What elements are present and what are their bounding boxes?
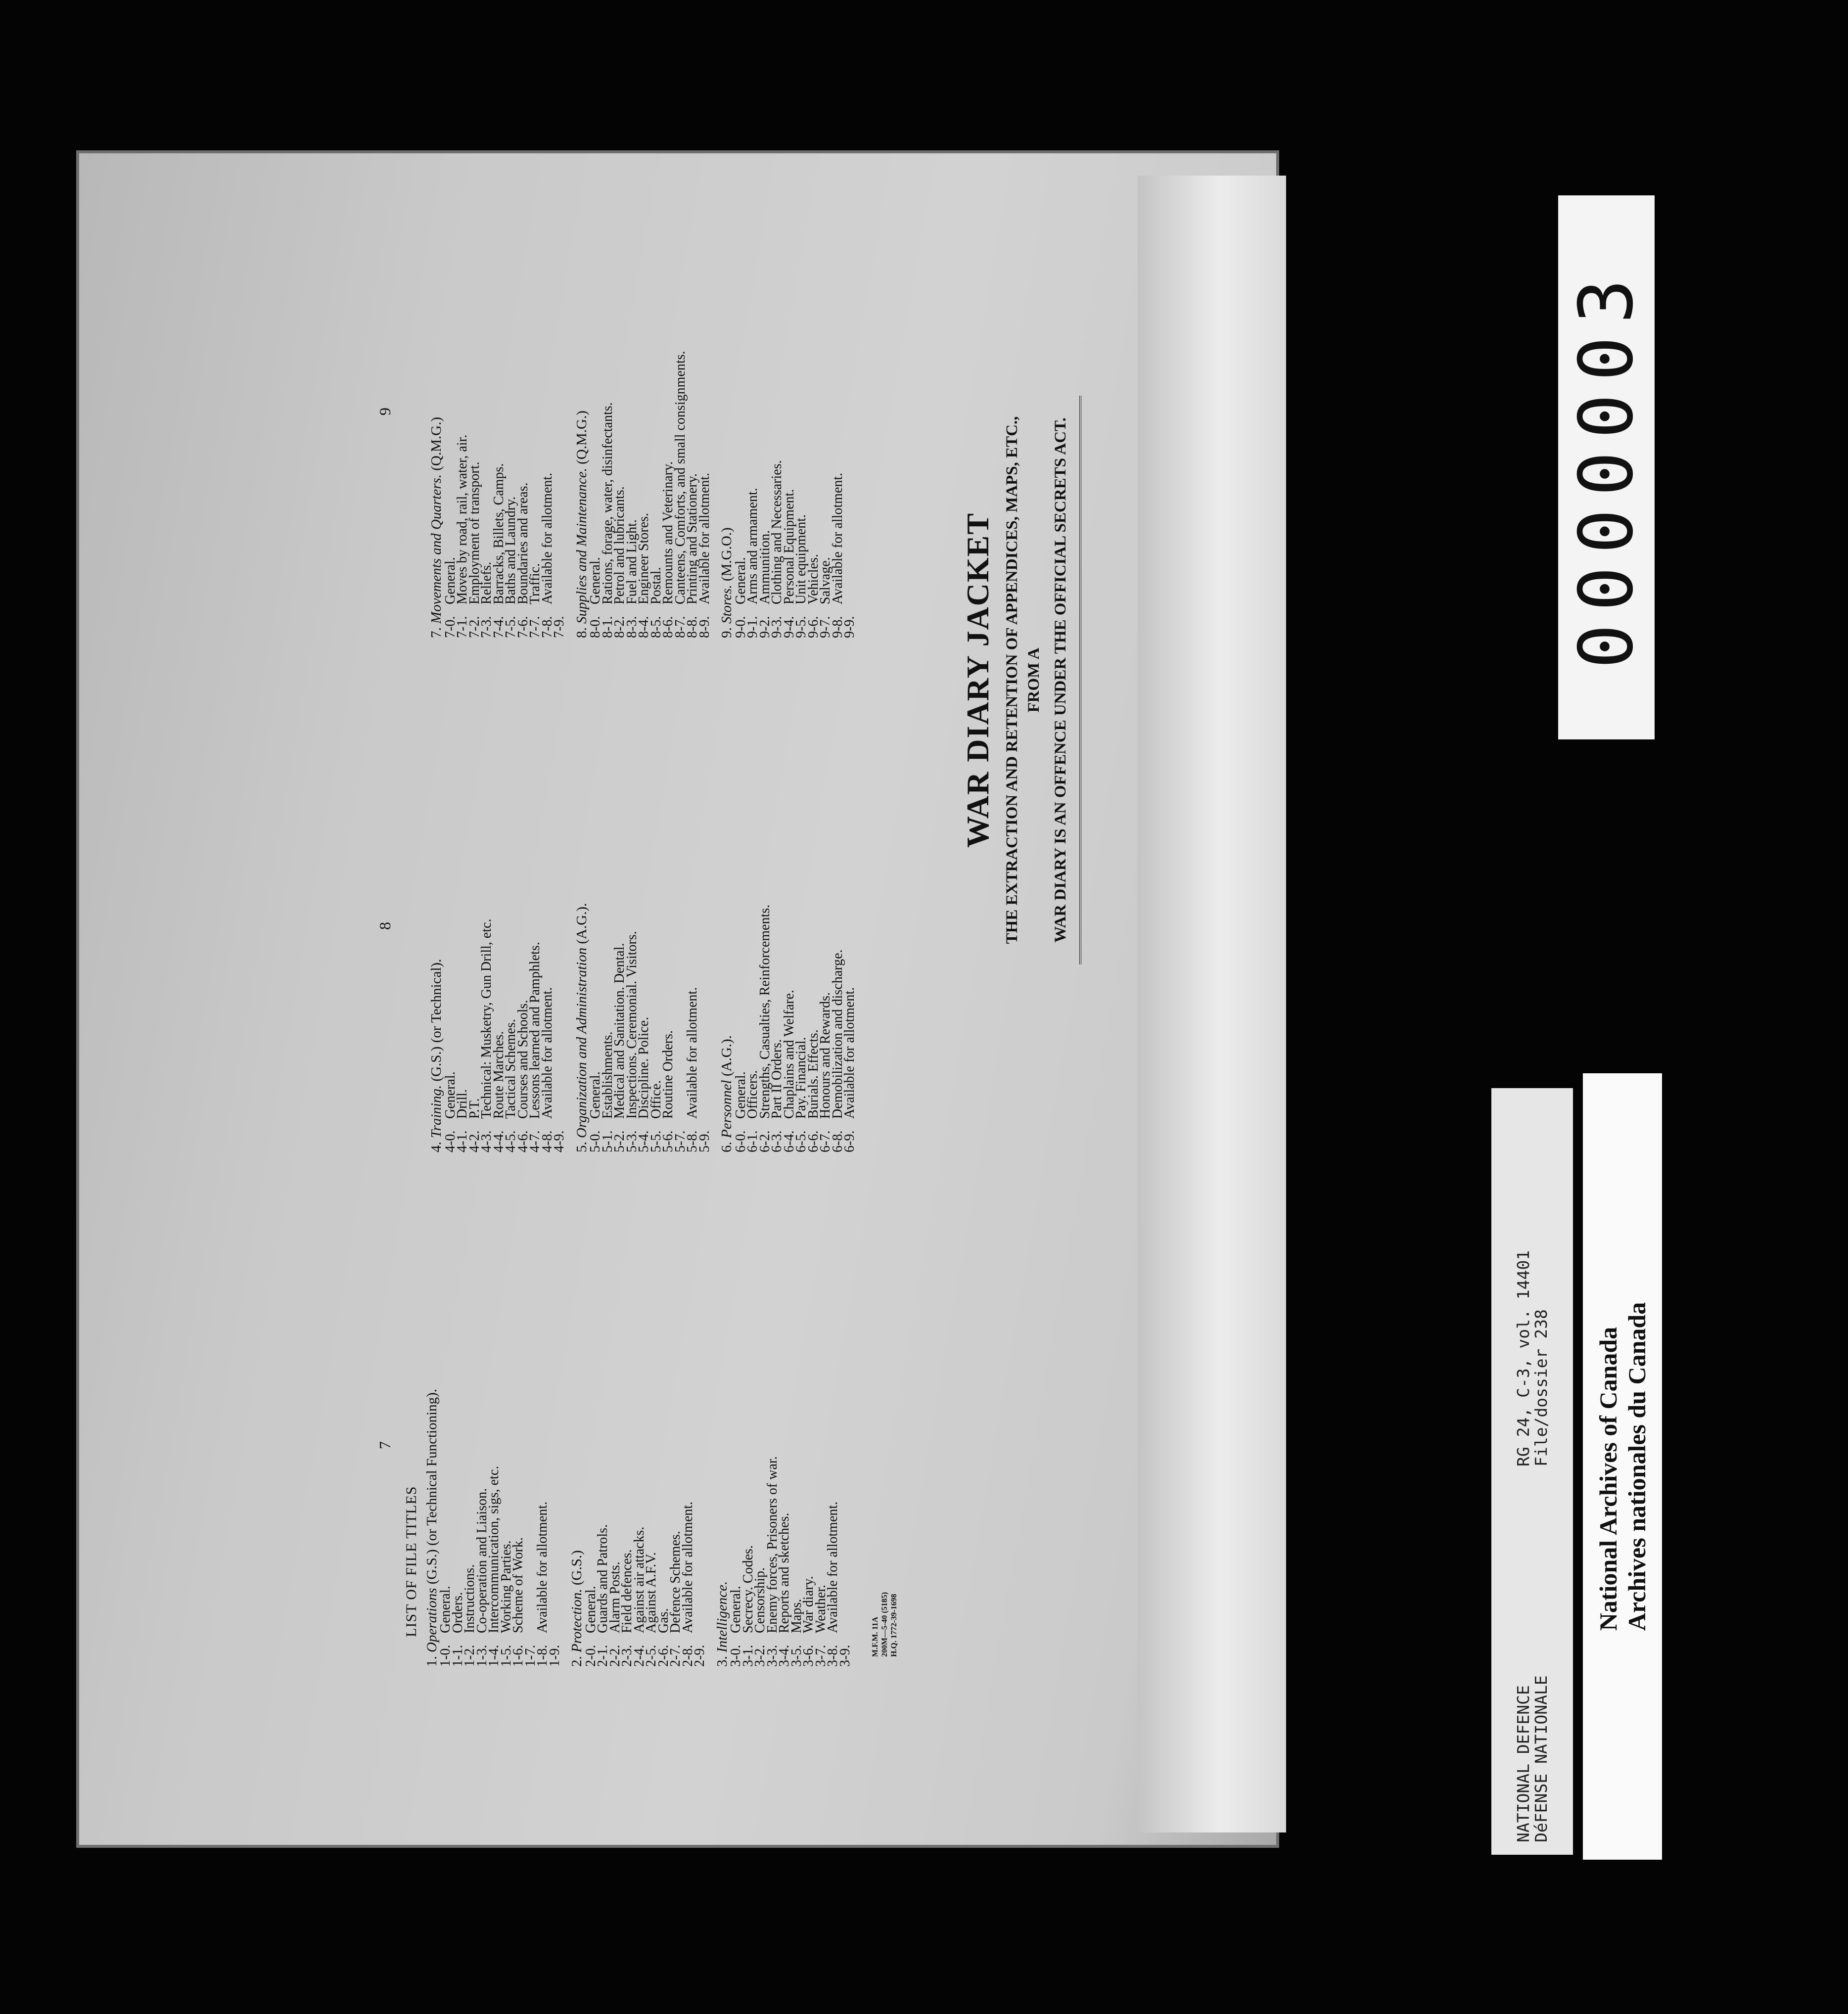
- item-code: 9-2.: [757, 616, 773, 638]
- item-text: Available for allotment.: [685, 987, 700, 1119]
- item-text: Available for allotment.: [539, 987, 555, 1119]
- item-text: Orders.: [450, 1592, 465, 1633]
- item-code: 8-1.: [600, 616, 615, 638]
- section-number: 2.: [569, 1656, 585, 1667]
- form-ref-line-1: M.F.M. 11A: [871, 1616, 879, 1657]
- page-number-8: 8: [376, 922, 394, 930]
- item-code: 1-8.: [535, 1645, 550, 1667]
- item-text: P.T.: [466, 1098, 482, 1119]
- item-code: 8-3.: [624, 616, 640, 638]
- column-2: [430, 678, 866, 1152]
- item-text: Arms and armament.: [745, 488, 760, 604]
- item-text: Available for allotment.: [825, 1501, 840, 1633]
- item-text: Against A.F.V.: [644, 1552, 659, 1633]
- section-6: [721, 678, 856, 1152]
- item-code: 1-0.: [438, 1645, 453, 1667]
- item-code: 5-8.: [685, 1130, 700, 1152]
- item-code: 2-4.: [631, 1645, 647, 1667]
- item-code: 2-8.: [680, 1645, 695, 1667]
- section-7: [430, 163, 566, 638]
- item-code: 4-4.: [491, 1130, 507, 1152]
- item-text: Against air attacks.: [631, 1526, 647, 1633]
- file-title-item: [457, 678, 469, 1152]
- section-number: 4.: [428, 1142, 444, 1152]
- item-text: Honours and Rewards.: [818, 992, 833, 1119]
- item-text: Personal Equipment.: [781, 489, 797, 604]
- item-text: Ammunition.: [757, 530, 773, 604]
- item-text: Fuel and Light.: [624, 519, 640, 604]
- item-code: 2-0.: [583, 1645, 599, 1667]
- item-text: Chaplains and Welfare.: [781, 990, 797, 1119]
- item-text: Weather.: [813, 1584, 829, 1633]
- item-text: War diary.: [801, 1576, 816, 1633]
- item-code: 4-3.: [479, 1130, 494, 1152]
- section-suffix: (Q.M.G.): [428, 416, 444, 471]
- item-code: 7-9.: [552, 616, 567, 638]
- national-defence-en: NATIONAL DEFENCE: [1513, 1685, 1533, 1842]
- item-code: 1-2.: [462, 1645, 477, 1667]
- page-number-9: 9: [376, 408, 394, 415]
- section-suffix: (G.S.): [569, 1550, 585, 1586]
- item-text: Enemy forces, Prisoners of war.: [764, 1456, 780, 1633]
- archives-en: National Archives of Canada: [1594, 1327, 1622, 1631]
- section-name: Stores.: [719, 585, 735, 624]
- item-text: Employment of transport.: [466, 461, 482, 604]
- item-code: 5-1.: [600, 1130, 615, 1152]
- section-title: [423, 1192, 440, 1667]
- item-text: Available for allotment.: [842, 987, 857, 1119]
- item-code: 2-3.: [619, 1645, 635, 1667]
- file-title-item: [832, 163, 844, 638]
- column-1: [403, 1192, 861, 1667]
- item-text: Officers.: [745, 1070, 760, 1119]
- item-text: Reports and sketches.: [777, 1512, 792, 1633]
- item-code: 5-3.: [624, 1130, 640, 1152]
- file-title-item: [687, 678, 699, 1152]
- section-name: Operations: [423, 1588, 440, 1652]
- section-number: 1.: [423, 1656, 440, 1667]
- item-code: 2-2.: [607, 1645, 623, 1667]
- section-suffix: (A.G.).: [719, 1035, 735, 1077]
- item-code: 5-6.: [660, 1130, 676, 1152]
- item-code: 6-8.: [830, 1130, 845, 1152]
- item-text: General.: [588, 1071, 603, 1119]
- item-code: 5-4.: [636, 1130, 651, 1152]
- item-text: Engineer Stores.: [636, 512, 651, 604]
- section-number: 6.: [719, 1142, 735, 1152]
- item-code: 9-0.: [733, 616, 748, 638]
- item-text: Tactical Schemes.: [503, 1019, 518, 1119]
- file-title-item: [696, 678, 712, 1152]
- item-text: General.: [728, 1586, 743, 1633]
- section-title: [430, 163, 443, 638]
- national-defence-label: [1491, 1088, 1573, 1855]
- item-code: 2-9.: [692, 1645, 707, 1667]
- column-3: [430, 163, 866, 638]
- file-title-item: [662, 678, 675, 1152]
- item-code: 6-3.: [769, 1130, 785, 1152]
- item-code: 4-6.: [515, 1130, 531, 1152]
- item-code: 6-4.: [781, 1130, 797, 1152]
- file-title-item: [696, 163, 712, 638]
- item-code: 7-2.: [466, 616, 482, 638]
- section-4: [430, 678, 566, 1152]
- file-reference: File/dossier 238: [1531, 1309, 1551, 1466]
- section-title: [721, 163, 733, 638]
- file-title-item: [694, 1192, 706, 1667]
- section-3: [716, 1192, 852, 1667]
- item-code: 9-5.: [793, 616, 809, 638]
- item-text: Defence Schemes.: [668, 1531, 683, 1633]
- item-code: 7-0.: [442, 616, 458, 638]
- item-text: Censorship.: [752, 1567, 768, 1633]
- item-code: 3-5.: [788, 1645, 804, 1667]
- frame-number: 0000003: [1563, 266, 1650, 669]
- item-text: Burials. Effects.: [805, 1029, 821, 1119]
- section-name: Protection.: [569, 1589, 585, 1652]
- item-code: 8-5.: [648, 616, 664, 638]
- item-code: 7-4.: [491, 616, 507, 638]
- item-text: Rations, forage, water, disinfectants.: [600, 402, 615, 604]
- item-code: 2-5.: [644, 1645, 659, 1667]
- section-number: 5.: [573, 1142, 590, 1152]
- item-code: 2-7.: [668, 1645, 683, 1667]
- item-code: 1-4.: [486, 1645, 502, 1667]
- section-name: Personnel: [719, 1080, 735, 1138]
- item-text: General.: [583, 1586, 599, 1633]
- section-suffix: (G.S.) (or Technical Functioning).: [423, 1388, 440, 1585]
- item-text: General.: [442, 557, 458, 604]
- file-title-item: [512, 1192, 525, 1667]
- file-title-item: [827, 1192, 839, 1667]
- file-title-item: [537, 1192, 549, 1667]
- item-text: Reliefs.: [479, 561, 494, 604]
- item-text: Available for allotment.: [539, 472, 555, 604]
- item-code: 4-8.: [539, 1130, 555, 1152]
- national-defence-fr: DéFENSE NATIONALE: [1531, 1675, 1551, 1842]
- item-text: Canteens, Comforts, and small consignments.: [672, 351, 688, 604]
- item-text: Co-operation and Liaison.: [474, 1488, 490, 1633]
- section-name: Supplies and Maintenance.: [573, 468, 590, 624]
- frame-number-label: [1558, 195, 1655, 739]
- item-text: Courses and Schools.: [515, 1000, 531, 1119]
- warning-line-2: WAR DIARY IS AN OFFENCE UNDER THE OFFICIAL SECRETS ACT.: [1052, 417, 1069, 943]
- form-ref-line-3: H.Q. 1772-39-1698: [890, 1594, 898, 1657]
- item-code: 7-6.: [515, 616, 531, 638]
- item-code: 9-3.: [769, 616, 785, 638]
- item-code: 3-8.: [825, 1645, 840, 1667]
- item-code: 3-3.: [764, 1645, 780, 1667]
- page-number-7: 7: [376, 1441, 394, 1449]
- item-code: 3-2.: [752, 1645, 768, 1667]
- item-text: General.: [588, 557, 603, 604]
- item-code: 5-9.: [696, 1130, 712, 1152]
- section-suffix: (Q.M.G.): [573, 411, 590, 464]
- item-text: Guards and Patrols.: [595, 1524, 610, 1633]
- item-text: Printing and Stationery.: [685, 473, 700, 604]
- file-title-item: [539, 678, 555, 1152]
- item-text: Inspections. Ceremonial. Visitors.: [624, 931, 640, 1119]
- item-text: Remounts and Veterinary.: [660, 461, 676, 604]
- item-text: Scheme of Work.: [510, 1537, 526, 1633]
- section-name: Training.: [428, 1085, 444, 1138]
- section-8: [573, 163, 712, 638]
- item-text: Barracks, Billets, Camps.: [491, 463, 507, 604]
- item-code: 1-3.: [474, 1645, 490, 1667]
- section-1: [423, 1192, 562, 1667]
- national-archives-label: [1583, 1073, 1662, 1860]
- item-text: Technical: Musketry, Gun Drill, etc.: [479, 918, 494, 1119]
- item-text: General.: [733, 1071, 748, 1119]
- item-code: 6-9.: [842, 1130, 857, 1152]
- section-name: Organization and Administration: [573, 947, 590, 1138]
- item-text: Demobilization and discharge.: [830, 949, 845, 1119]
- item-code: 9-4.: [781, 616, 797, 638]
- item-code: 3-4.: [777, 1645, 792, 1667]
- item-text: Drill.: [455, 1089, 470, 1119]
- item-code: 3-7.: [813, 1645, 829, 1667]
- item-code: 2-6.: [655, 1645, 671, 1667]
- item-text: Pay. Financial.: [793, 1037, 809, 1119]
- list-heading: LIST OF FILE TITLES: [403, 1486, 419, 1637]
- item-text: Route Marches.: [491, 1031, 507, 1119]
- file-title-item: [844, 678, 856, 1152]
- item-text: Field defences.: [619, 1549, 635, 1633]
- warning-line-1: THE EXTRACTION AND RETENTION OF APPENDICES, MAPS, ETC., FROM A: [1003, 416, 1043, 944]
- item-code: 1-6.: [510, 1645, 526, 1667]
- item-text: Clothing and Necessaries.: [769, 460, 785, 604]
- item-text: Alarm Posts.: [607, 1561, 623, 1633]
- item-code: 8-7.: [672, 616, 688, 638]
- item-code: 9-1.: [745, 616, 760, 638]
- item-code: 8-2.: [612, 616, 627, 638]
- page-content: [317, 242, 1069, 1726]
- file-title-item: [554, 678, 566, 1152]
- file-title-item: [539, 163, 555, 638]
- section-9: [721, 163, 856, 638]
- item-text: Unit equipment.: [793, 514, 809, 604]
- form-ref-line-2: 200M—5-40 (5185): [880, 1592, 889, 1657]
- title-rule: [1079, 396, 1081, 964]
- jacket-header: [960, 396, 1081, 964]
- section-suffix: (M.G.O.): [719, 527, 735, 582]
- item-text: General.: [733, 557, 748, 604]
- item-text: Baths and Laundry.: [503, 496, 518, 604]
- item-code: 7-7.: [527, 616, 543, 638]
- item-text: Salvage.: [818, 557, 833, 604]
- section-number: 8.: [573, 627, 590, 638]
- item-text: Strengths, Casualties, Reinforcements.: [757, 904, 773, 1119]
- item-code: 5-0.: [588, 1130, 603, 1152]
- item-text: Vehicles.: [805, 554, 821, 604]
- item-text: Boundaries and areas.: [515, 482, 531, 604]
- item-code: 8-4.: [636, 616, 651, 638]
- item-text: Establishments.: [600, 1031, 615, 1119]
- item-code: 8-9.: [696, 616, 712, 638]
- item-text: Moves by road, rail, water, air.: [455, 434, 470, 604]
- section-suffix: (A.G.).: [573, 903, 590, 944]
- item-code: 1-5.: [498, 1645, 514, 1667]
- file-title-item: [682, 1192, 694, 1667]
- section-title: [716, 1192, 729, 1667]
- item-text: Available for allotment.: [680, 1501, 695, 1633]
- file-title-item: [646, 1192, 658, 1667]
- item-text: Lessons learned and Pamphlets.: [527, 942, 543, 1119]
- item-code: 6-6.: [805, 1130, 821, 1152]
- item-code: 9-6.: [805, 616, 821, 638]
- item-code: 7-5.: [503, 616, 518, 638]
- item-code: 8-6.: [660, 616, 676, 638]
- archives-fr: Archives nationales du Canada: [1623, 1302, 1651, 1631]
- file-title-item: [844, 163, 856, 638]
- item-code: 6-7.: [818, 1130, 833, 1152]
- section-name: Movements and Quarters.: [428, 474, 444, 624]
- section-title: [721, 678, 733, 1152]
- item-text: Part II Orders.: [769, 1039, 785, 1119]
- item-code: 6-5.: [793, 1130, 809, 1152]
- item-text: General.: [438, 1586, 453, 1633]
- item-code: 3-1.: [740, 1645, 756, 1667]
- section-number: 3.: [714, 1656, 730, 1667]
- item-code: 4-9.: [552, 1130, 567, 1152]
- section-title: [571, 1192, 583, 1667]
- section-title: [573, 678, 590, 1152]
- item-code: 8-8.: [685, 616, 700, 638]
- form-reference: [871, 1592, 899, 1657]
- item-code: 7-1.: [455, 616, 470, 638]
- item-text: Instructions.: [462, 1564, 477, 1633]
- item-code: 5-2.: [612, 1130, 627, 1152]
- section-2: [571, 1192, 706, 1667]
- section-number: 9.: [719, 627, 735, 638]
- item-text: Secrecy. Codes.: [740, 1545, 756, 1633]
- item-code: 6-2.: [757, 1130, 773, 1152]
- item-text: Working Parties.: [498, 1540, 514, 1633]
- item-text: General.: [442, 1071, 458, 1119]
- item-code: 6-0.: [733, 1130, 748, 1152]
- item-code: 7-3.: [479, 616, 494, 638]
- item-code: 1-1.: [450, 1645, 465, 1667]
- section-suffix: (G.S.) (or Technical).: [428, 959, 444, 1082]
- file-title-item: [442, 678, 458, 1152]
- jacket-title: WAR DIARY JACKET: [960, 512, 995, 848]
- item-code: 5-5.: [648, 1130, 664, 1152]
- item-code: 2-1.: [595, 1645, 610, 1667]
- item-code: 3-6.: [801, 1645, 816, 1667]
- item-code: 4-0.: [442, 1130, 458, 1152]
- item-text: Available for allotment.: [535, 1501, 550, 1633]
- item-text: Discipline. Police.: [636, 1016, 651, 1119]
- item-text: Gas.: [655, 1608, 671, 1633]
- item-code: 4-2.: [466, 1130, 482, 1152]
- item-text: Office.: [648, 1080, 664, 1119]
- item-code: 8-0.: [588, 616, 603, 638]
- item-text: Traffic.: [527, 563, 543, 604]
- item-text: Petrol and lubricants.: [612, 486, 627, 604]
- item-text: Postal.: [648, 567, 664, 604]
- item-code: 7-8.: [539, 616, 555, 638]
- section-title: [573, 163, 590, 638]
- file-title-item: [779, 1192, 791, 1667]
- page-edge-fold: [1138, 176, 1286, 1832]
- item-code: 4-1.: [455, 1130, 470, 1152]
- item-text: Routine Orders.: [660, 1030, 676, 1119]
- rg-reference: RG 24, C-3, vol. 14401: [1513, 1250, 1533, 1466]
- item-text: Medical and Sanitation. Dental.: [612, 943, 627, 1119]
- file-title-item: [554, 163, 566, 638]
- section-5: [573, 678, 712, 1152]
- item-text: Intercommunication, sigs, etc.: [486, 1465, 502, 1633]
- section-number: 7.: [428, 627, 444, 638]
- item-code: 4-5.: [503, 1130, 518, 1152]
- item-code: 9-8.: [830, 616, 845, 638]
- item-text: Available for allotment.: [696, 472, 712, 604]
- item-text: Available for allotment.: [830, 472, 845, 604]
- item-code: 9-7.: [818, 616, 833, 638]
- item-code: 1-7.: [522, 1645, 538, 1667]
- item-code: 6-1.: [745, 1130, 760, 1152]
- item-code: 3-9.: [837, 1645, 853, 1667]
- item-text: Maps.: [788, 1599, 804, 1633]
- item-code: 1-9.: [547, 1645, 562, 1667]
- file-title-item: [839, 1192, 852, 1667]
- item-code: 4-7.: [527, 1130, 543, 1152]
- item-code: 3-0.: [728, 1645, 743, 1667]
- item-code: 9-9.: [842, 616, 857, 638]
- item-code: 5-7.: [672, 1130, 688, 1152]
- section-name: Intelligence.: [714, 1581, 730, 1652]
- section-title: [430, 678, 443, 1152]
- file-title-item: [549, 1192, 561, 1667]
